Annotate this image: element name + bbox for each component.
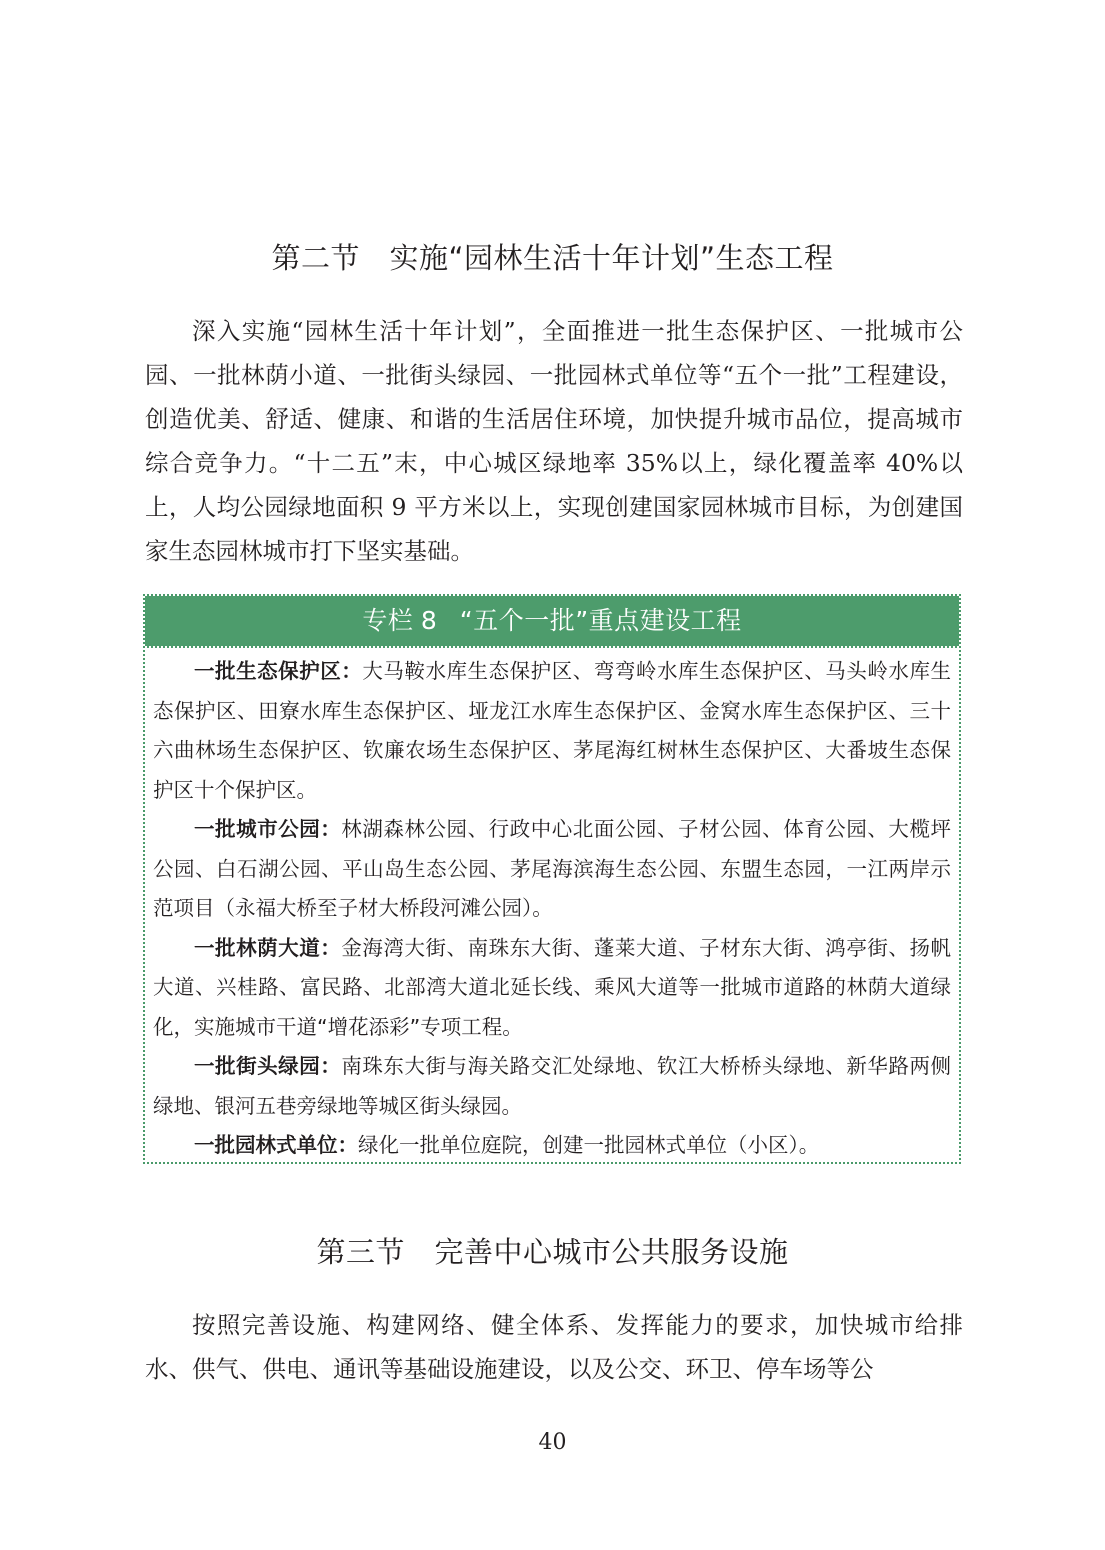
column-item-label: 一批园林式单位： — [194, 1133, 358, 1157]
section-3-title: 第三节 完善中心城市公共服务设施 — [316, 1235, 789, 1269]
column-box-body — [145, 648, 959, 1166]
column-item-street-gardens — [153, 1047, 951, 1126]
column-item-text: 金海湾大街、南珠东大街、蓬莱大道、子材东大街、鸿亭街、扬帆大道、兴桂路、富民路、北部湾大道北延长线、乘风大道等一批城市道路的林荫大道绿化，实施城市干道“增花添彩”专项工程。 — [153, 935, 952, 1039]
column-item-text: 绿化一批单位庭院，创建一批园林式单位（小区）。 — [358, 1133, 820, 1157]
page-number: 40 — [538, 1430, 567, 1455]
section-2-title: 第二节 实施“园林生活十年计划”生态工程 — [271, 241, 834, 275]
column-box-title: “五个一批”重点建设工程 — [459, 606, 742, 635]
column-item-city-parks — [153, 810, 951, 929]
column-item-text: 南珠东大街与海关路交汇处绿地、钦江大桥桥头绿地、新华路两侧绿地、银河五巷旁绿地等城区街头绿园。 — [153, 1054, 952, 1118]
section-3-paragraph: 按照完善设施、构建网络、健全体系、发挥能力的要求，加快城市给排水、供气、供电、通讯等基础设施建设，以及公交、环卫、停车场等公 — [145, 1311, 963, 1383]
column-item-boulevards — [153, 929, 951, 1048]
column-box-number: 8 — [420, 606, 438, 635]
column-item-text: 林湖森林公园、行政中心北面公园、子材公园、体育公园、大榄坪公园、白石湖公园、平山岛生态公园、茅尾海滨海生态公园、东盟生态园，一江两岸示范项目（永福大桥至子材大桥段河滩公园）。 — [153, 817, 952, 920]
column-item-garden-units — [153, 1126, 951, 1166]
column-box-header — [145, 596, 959, 648]
column-item-label: 一批生态保护区： — [194, 659, 363, 683]
column-box — [143, 594, 961, 1164]
section-2-paragraph: 深入实施“园林生活十年计划”，全面推进一批生态保护区、一批城市公园、一批林荫小道、一批街头绿园、一批园林式单位等“五个一批”工程建设，创造优美、舒适、健康、和谐的生活居住环境，加快提升城市品位，提高城市综合竞争力。“十二五”末，中心城区绿地率 35%以上，绿化覆盖率 40%以上，人均公园绿地面积 9 平方米以上，实现创建国家园林城市目标，为创建国家生态园林城市打下坚实基础。 — [145, 317, 963, 565]
column-item-ecological-reserves — [153, 652, 951, 810]
column-item-text: 大马鞍水库生态保护区、弯弯岭水库生态保护区、马头岭水库生态保护区、田寮水库生态保护区、垭龙江水库生态保护区、金窝水库生态保护区、三十六曲林场生态保护区、钦廉农场生态保护区、茅尾海红树林生态保护区、大番坡生态保护区十个保护区。 — [153, 659, 951, 802]
column-box-prefix: 专栏 — [362, 606, 414, 635]
column-item-label: 一批街头绿园： — [194, 1054, 342, 1078]
column-item-label: 一批城市公园： — [194, 817, 342, 841]
column-item-label: 一批林荫大道： — [194, 935, 342, 960]
